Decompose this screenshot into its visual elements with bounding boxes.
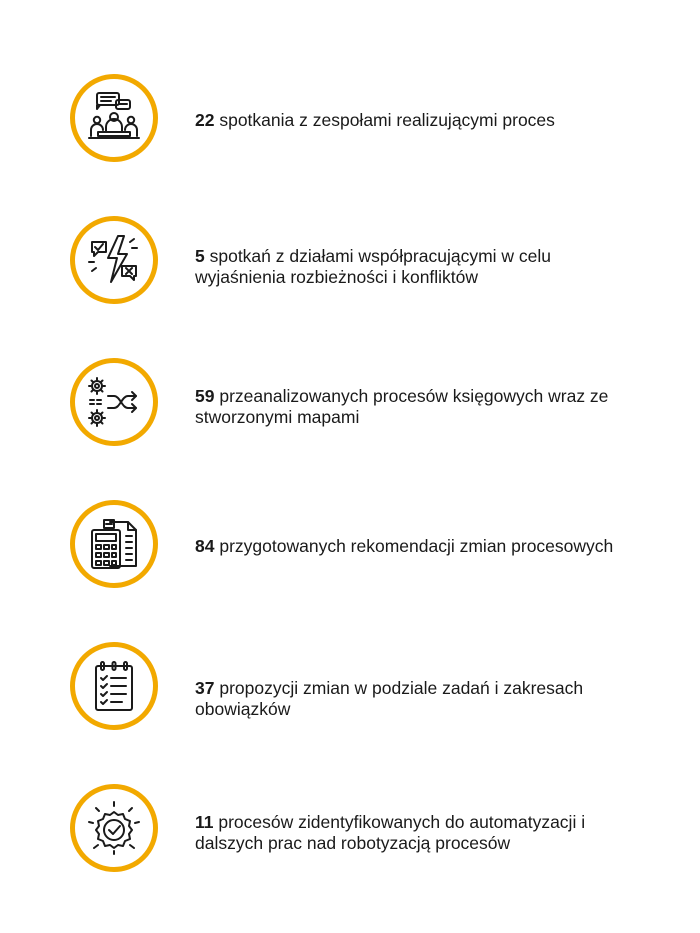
stat-description: spotkania z zespołami realizującymi proces: [219, 110, 555, 130]
meeting-chat-icon: [86, 90, 142, 146]
stat-text: [195, 110, 675, 131]
icon-circle: [70, 642, 158, 730]
stat-item: [0, 66, 700, 176]
stat-description: spotkań z działami współpracującymi w celu wyjaśnienia rozbieżności i konfliktów: [195, 246, 551, 287]
icon-circle: [70, 500, 158, 588]
icon-circle: [70, 74, 158, 162]
stat-text: [195, 536, 685, 557]
stat-description: propozycji zmian w podziale zadań i zakresach obowiązków: [195, 678, 584, 719]
stat-item: [0, 492, 700, 602]
stat-number: 11: [195, 812, 214, 832]
calculator-documents-icon: [86, 516, 142, 572]
approval-badge-icon: [86, 800, 142, 856]
stat-item: [0, 350, 700, 460]
stat-description: przygotowanych rekomendacji zmian procesowych: [219, 536, 614, 556]
conflict-lightning-icon: [86, 232, 142, 288]
stat-number: 84: [195, 536, 215, 556]
stat-text: [195, 386, 665, 428]
stat-item: [0, 634, 700, 744]
stat-number: 59: [195, 386, 215, 406]
stat-description: przeanalizowanych procesów księgowych wraz ze stworzonymi mapami: [195, 386, 609, 427]
stat-number: 22: [195, 110, 215, 130]
stat-description: procesów zidentyfikowanych do automatyzacji i dalszych prac nad robotyzacją procesów: [195, 812, 586, 853]
process-gears-arrows-icon: [86, 374, 142, 430]
checklist-notepad-icon: [86, 658, 142, 714]
stat-number: 37: [195, 678, 215, 698]
stat-text: [195, 246, 625, 288]
stat-number: 5: [195, 246, 205, 266]
stat-item: [0, 208, 700, 318]
icon-circle: [70, 216, 158, 304]
icon-circle: [70, 358, 158, 446]
icon-circle: [70, 784, 158, 872]
stat-item: [0, 776, 700, 886]
stat-text: [195, 678, 645, 720]
stat-text: [195, 812, 645, 854]
